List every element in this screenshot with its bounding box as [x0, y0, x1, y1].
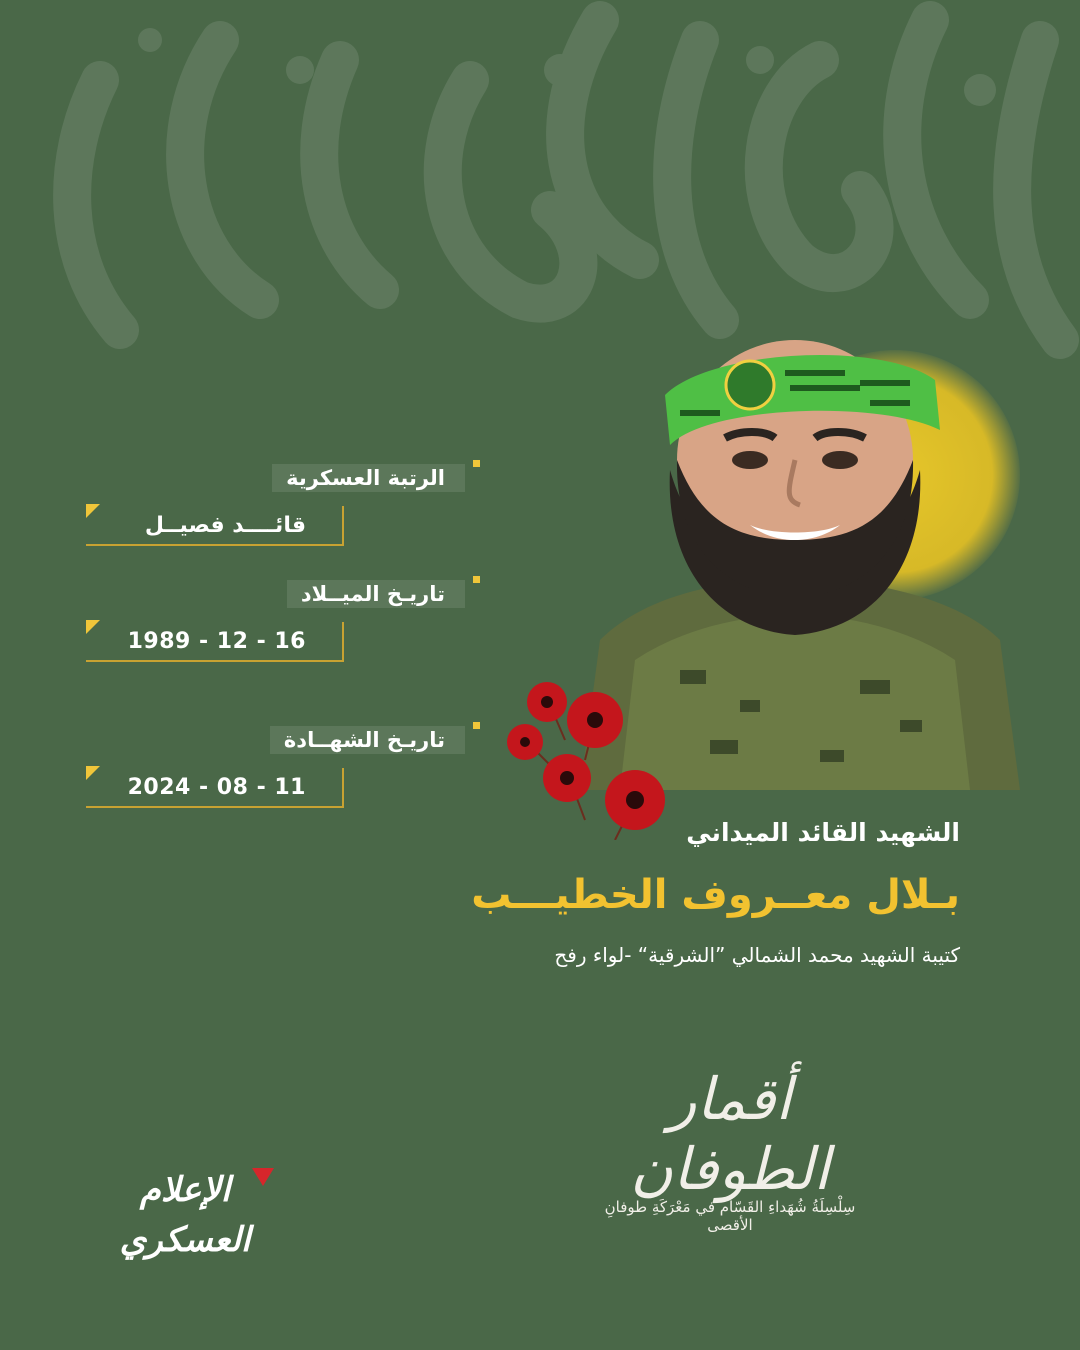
- poppy-flowers-icon: [495, 680, 695, 840]
- media-logo: الإعلام العسكري: [119, 1170, 251, 1260]
- martyr-name: بـلال معــروف الخطيـــب: [471, 872, 960, 918]
- info-birth-label: تاريـخ الميــلاد: [300, 582, 445, 606]
- info-rank-value: قائــــد فصيــل: [144, 512, 306, 538]
- info-birth: [80, 580, 480, 680]
- info-label-bar: [270, 726, 465, 754]
- info-birth-value: 16 - 12 - 1989: [127, 628, 306, 654]
- info-martyrdom: [80, 726, 480, 826]
- corner-triangle-icon: [86, 766, 100, 780]
- info-value-box: [86, 768, 344, 808]
- bullet-icon: [473, 460, 480, 467]
- bullet-icon: [473, 722, 480, 729]
- info-rank: [80, 464, 480, 564]
- corner-triangle-icon: [86, 504, 100, 518]
- info-label-bar: [272, 464, 465, 492]
- series-logo: أقمار الطوفان: [630, 1065, 830, 1203]
- info-value-box: [86, 506, 344, 546]
- subtitle: الشهيد القائد الميداني: [686, 818, 960, 847]
- corner-triangle-icon: [86, 620, 100, 634]
- info-value-box: [86, 622, 344, 662]
- series-caption: سِلْسِلَةُ شُهَداءِ القَسّام في مَعْرَكَةِ طوفانِ الأقصى: [604, 1198, 856, 1234]
- bullet-icon: [473, 576, 480, 583]
- info-martyrdom-value: 11 - 08 - 2024: [127, 774, 306, 800]
- info-rank-label: الرتبة العسكرية: [286, 466, 445, 490]
- unit-name: كتيبة الشهيد محمد الشمالي ”الشرقية“ -لواء رفح: [554, 943, 960, 967]
- info-martyrdom-label: تاريـخ الشهــادة: [283, 728, 445, 752]
- info-label-bar: [287, 580, 465, 608]
